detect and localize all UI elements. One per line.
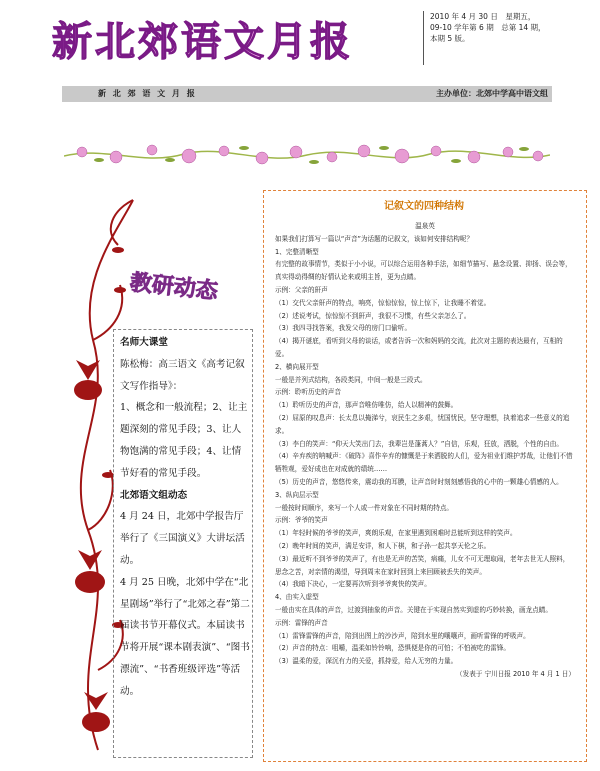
article-line: （3）李白的笑声：“仰天大笑出门去，我辈岂是蓬蒿人？”自信，乐观，狂放，洒脱，个性的自由。 <box>275 439 563 448</box>
article-line: （5）历史的声音，悠悠传来，震动我的耳膜，让声音时时刻刻感悟我的心中的一颗雄心情感的人。 <box>275 477 563 486</box>
article-line: （2）声音的特点：咀嚼，温柔如铃铃响，恐惧便是你的可怕；不怕被吃的雷锋。 <box>275 644 510 653</box>
article-line: 示例：雷锋的声音 <box>275 618 328 627</box>
issue-number: 09-10 学年第 6 期 总第 14 期， <box>430 23 546 32</box>
banner-sponsor: 主办单位：北郊中学高中语文组 <box>436 89 548 98</box>
article-line: 一般按时间顺序，来写一个人或一件对象在不同时期的特点。 <box>275 503 454 512</box>
issue-pages: 本期 5 版。 <box>430 34 470 43</box>
article-line: 3、纵向层示型 <box>275 490 319 499</box>
article-line: （2）屈原的叹息声：长太息以掩涕兮，哀民生之多艰，忧国忧民，坚守理想，执着追求一些意义的追求。 <box>275 413 570 435</box>
article-line: （4）我暗下决心，一定要再次听到爷爷爽快的笑声。 <box>275 580 431 589</box>
article-line: 2、横向展开型 <box>275 362 319 371</box>
article-line: 示例：聆听历史的声音 <box>275 388 341 397</box>
left-paragraph-lecture: 陈松梅：高三语文《高考记叙文写作指导》： <box>120 358 245 392</box>
article-line: 如果我们打算写一篇以“声音”为话题的记叙文，该如何安排结构呢？ <box>275 234 474 243</box>
section-badge: 教研动态 <box>128 270 219 305</box>
banner-title: 新 北 郊 语 文 月 报 <box>98 89 197 98</box>
article-line: （1）聆听历史的声音，那声音唯仿唯仿，给人以精神的鼓舞。 <box>275 401 458 410</box>
article-source: （发表于 宁川日报 2010 年 4 月 1 日） <box>456 669 575 678</box>
left-column <box>120 332 250 703</box>
article-line: 一般由实在具体的声音，过渡到抽象的声音。关键在于实现自然实到虚的巧妙转换，画龙点睛。 <box>275 605 552 614</box>
article-line: （4）辛弃疾的呐喊声：《破阵》喜作辛弃的慷慨是于来洒脱的人们，爱为祖业们维护苏哉，让他们不惜牺牲观，爱好成也在对成就的绩统…… <box>275 452 573 474</box>
article-line: 一般是并列式结构，各段类同，中间一般是三段式。 <box>275 375 427 384</box>
issue-date: 2010 年 4 月 30 日 星期五， <box>430 12 536 21</box>
article-line: （1）雷锋雷锋的声音，陪到出图上的沙沙声，陪到水里的嚷嚷声，画听雷锋的呼吸声。 <box>275 631 530 640</box>
left-paragraph-event-2: 4 月 25 日晚，北郊中学在“北星剧场”举行了“北郊之春”第二届读书节开幕仪式。本届读书节将开展“课本剧表演”、“图书漂流”、“书香班级评选”等活动。 <box>120 576 250 697</box>
article-line: 1、完整清晰型 <box>275 247 319 256</box>
article-line: 有完整的故事情节，类似于小小说，可以综合运用各种手法，如细节描写、悬念设置、抑扬、误会等，真实得动得绸的好情认论来或明主旨，更为点睛。 <box>275 260 572 282</box>
article-title: 记叙文的四种结构 <box>384 201 464 212</box>
issue-info <box>423 11 600 65</box>
article-line: （2）晚年时间的笑声，满足安详，和人下棋，和子孙一起共享天伦之乐。 <box>275 541 491 550</box>
article-line: （4）揭开谜底，看听到父母的谈话，或者告诉一次和妈妈的交流，此次对主题的表达最有，互相的爱。 <box>275 337 563 358</box>
left-heading-master-class: 名师大课堂 <box>120 337 168 348</box>
masthead-title: 新北郊语文月报 <box>52 19 353 65</box>
banner-bar <box>62 86 552 102</box>
left-paragraph-topics: 1、概念和一般流程；2、让主题深刻的常见手段；3、让人物饱满的常见手段；4、让情节好看的常见手段。 <box>120 402 248 479</box>
left-paragraph-event-1: 4 月 24 日，北郊中学报告厅举行了《三国演义》大讲坛活动。 <box>120 511 245 566</box>
article-line: （3）最近听不到爷爷的笑声了，有也是无声的苦笑，病痛，儿女不可无理取闹，老年去世无人照料，思念之苦，对亲情的渴望，导到周末在家时回到上来回顾被丢失的笑声。 <box>275 554 570 576</box>
left-heading-news: 北郊语文组动态 <box>120 489 188 501</box>
article-line: （3）我四寻找答案，我发父母的房门口偷听。 <box>275 324 412 333</box>
article-line: （1）年轻时候的爷爷的笑声，爽朗乐观，在家里遇到困难时总能听到这样的笑声。 <box>275 529 517 538</box>
article-line: 示例：父亲的鼾声 <box>275 285 328 294</box>
article-line: （1）交代父亲鼾声的特点，响亮，惊惊惊惊，惊上惊下，让我睡不着觉。 <box>275 298 491 307</box>
article-body <box>275 220 575 681</box>
article-line: （3）温柔的爱，深沉有力的关爱，抓持爱，给人无穷的力量。 <box>275 657 458 666</box>
flower-garland-image <box>64 140 550 170</box>
article-author: 温泉英 <box>415 222 435 230</box>
article-line: （2）述说考试，惊惊惊不到鼾声，我很不习惯，有些父亲怎么了。 <box>275 311 471 320</box>
article-line: 示例：爷爷的笑声 <box>275 516 328 525</box>
article-line: 4、由实入虚型 <box>275 593 319 602</box>
